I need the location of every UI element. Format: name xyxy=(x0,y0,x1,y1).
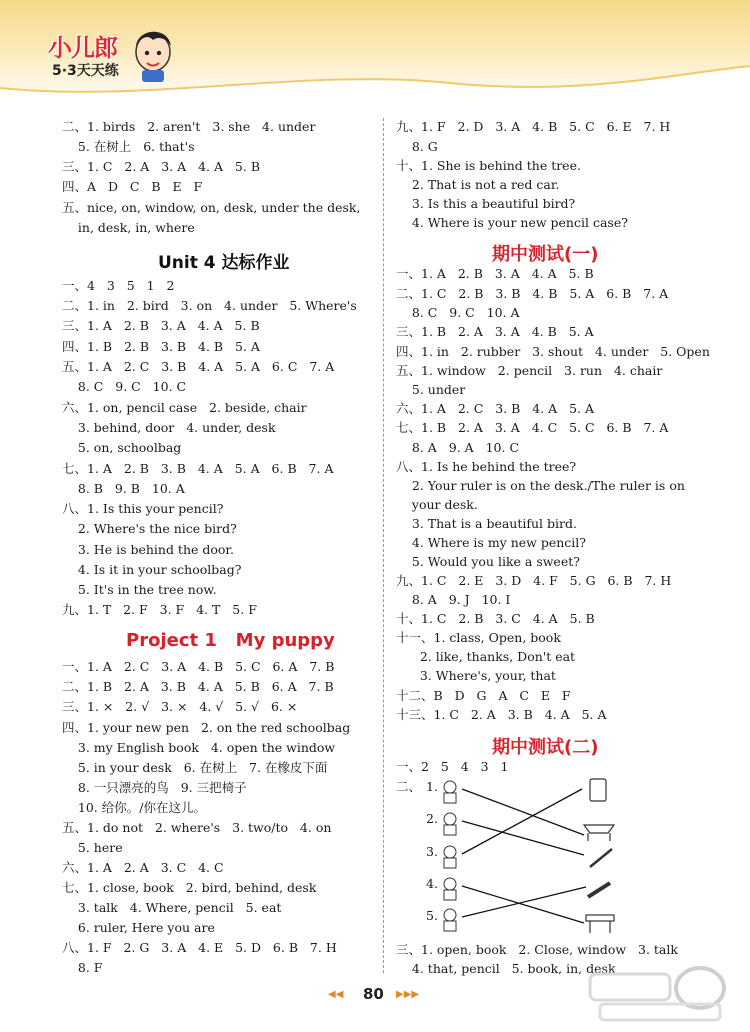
answer-line: 五、1. do not 2. where's 3. two/to 4. on xyxy=(62,820,332,835)
answer-line: 5. under xyxy=(396,382,466,397)
answer-line: 四、1. in 2. rubber 3. shout 4. under 5. Open xyxy=(396,344,710,359)
answer-line: 九、1. C 2. E 3. D 4. F 5. G 6. B 7. H xyxy=(396,573,672,588)
matching-drawing xyxy=(418,775,628,940)
answer-line: 2. Where's the nice bird? xyxy=(62,521,237,536)
section-heading-midterm2: 期中测试(二) xyxy=(492,737,599,758)
answer-line: 六、1. A 2. A 3. C 4. C xyxy=(62,860,224,875)
answer-line: 二、1. birds 2. aren't 3. she 4. under xyxy=(62,119,316,134)
answer-line: 三、1. × 2. √ 3. × 4. √ 5. √ 6. × xyxy=(62,699,298,714)
answer-line: 5. It's in the tree now. xyxy=(62,582,217,597)
answer-line: 六、1. A 2. C 3. B 4. A 5. A xyxy=(396,401,595,416)
answer-line: 3. Is this a beautiful bird? xyxy=(396,196,576,211)
next-arrows-icon: ▶▶▶ xyxy=(396,989,420,1000)
answer-line: 五、nice, on, window, on, desk, under the desk, xyxy=(62,200,361,215)
answer-line: 十一、1. class, Open, book xyxy=(396,630,561,645)
answer-line: 5. 在树上 6. that's xyxy=(62,139,195,154)
section-heading-unit4: Unit 4 达标作业 xyxy=(158,253,290,273)
mascot-boy-icon xyxy=(128,22,178,82)
answer-line: 十、1. C 2. B 3. C 4. A 5. B xyxy=(396,611,595,626)
answer-line: 8. B 9. B 10. A xyxy=(62,481,185,496)
section-heading-project1: Project 1 My puppy xyxy=(126,630,335,651)
logo-title: 小儿郎 xyxy=(48,34,117,62)
answer-line: 8. A 9. A 10. C xyxy=(396,440,520,455)
child-figure-icon xyxy=(444,781,456,931)
answer-line: 七、1. close, book 2. bird, behind, desk xyxy=(62,880,317,895)
answer-line: 2. Your ruler is on the desk./The ruler is on xyxy=(396,478,685,493)
page-number: 80 xyxy=(363,985,384,1003)
match-number: 2. xyxy=(426,811,438,826)
answer-line: 4. Where is my new pencil? xyxy=(396,535,586,550)
matching-lines xyxy=(462,789,586,923)
answer-line: 三、1. open, book 2. Close, window 3. talk xyxy=(396,942,678,957)
answer-line: 三、1. C 2. A 3. A 4. A 5. B xyxy=(62,159,261,174)
answer-line: 二、1. B 2. A 3. B 4. A 5. B 6. A 7. B xyxy=(62,679,334,694)
match-number: 3. xyxy=(426,844,438,859)
answer-line: 5. here xyxy=(62,840,123,855)
match-number: 4. xyxy=(426,876,438,891)
answer-line: 八、1. Is he behind the tree? xyxy=(396,459,577,474)
answer-line: 8. C 9. C 10. A xyxy=(396,305,520,320)
matching-exercise xyxy=(418,775,628,940)
answer-line: 四、1. your new pen 2. on the red schoolbag xyxy=(62,720,351,735)
answer-line: 十三、1. C 2. A 3. B 4. A 5. A xyxy=(396,707,607,722)
answer-line: 3. behind, door 4. under, desk xyxy=(62,420,276,435)
answer-line: 5. Would you like a sweet? xyxy=(396,554,580,569)
answer-line: 一、1. A 2. B 3. A 4. A 5. B xyxy=(396,266,594,281)
answer-line: 3. He is behind the door. xyxy=(62,542,234,557)
answer-line: 4. Is it in your schoolbag? xyxy=(62,562,242,577)
answer-line: 3. Where's, your, that xyxy=(396,668,556,683)
answer-line: 4. Where is your new pencil case? xyxy=(396,215,628,230)
prev-arrows-icon: ◀◀ xyxy=(328,989,344,1000)
answer-line: 8. 一只漂亮的鸟 9. 三把椅子 xyxy=(62,780,247,795)
column-divider xyxy=(383,118,384,973)
answer-line: 七、1. B 2. A 3. A 4. C 5. C 6. B 7. A xyxy=(396,420,669,435)
answer-line: 十、1. She is behind the tree. xyxy=(396,158,581,173)
answer-line: 三、1. A 2. B 3. A 4. A 5. B xyxy=(62,318,260,333)
page-footer xyxy=(312,985,442,1005)
answer-line: 三、1. B 2. A 3. A 4. B 5. A xyxy=(396,324,594,339)
answer-line: 四、1. B 2. B 3. B 4. B 5. A xyxy=(62,339,260,354)
answer-line: 九、1. T 2. F 3. F 4. T 5. F xyxy=(62,602,257,617)
answer-line: 二、1. in 2. bird 3. on 4. under 5. Where's xyxy=(62,298,357,313)
answer-line: 一、1. A 2. C 3. A 4. B 5. C 6. A 7. B xyxy=(62,659,335,674)
answer-line: 十二、B D G A C E F xyxy=(396,688,571,703)
answer-line: 10. 给你。/你在这儿。 xyxy=(62,800,206,815)
answer-line: 2. That is not a red car. xyxy=(396,177,560,192)
answer-line: 一、4 3 5 1 2 xyxy=(62,278,175,293)
answer-line: 8. G xyxy=(396,139,438,154)
matching-label: 二、 xyxy=(396,779,422,794)
match-number: 1. xyxy=(426,779,438,794)
answer-line: 8. A 9. J 10. I xyxy=(396,592,511,607)
answer-line: 八、1. Is this your pencil? xyxy=(62,501,224,516)
answer-line: 六、1. on, pencil case 2. beside, chair xyxy=(62,400,307,415)
section-heading-midterm1: 期中测试(一) xyxy=(492,244,599,265)
answer-line: 二、1. C 2. B 3. B 4. B 5. A 6. B 7. A xyxy=(396,286,669,301)
answer-line: 3. That is a beautiful bird. xyxy=(396,516,577,531)
answer-line: 4. that, pencil 5. book, in, desk xyxy=(396,961,616,976)
object-pictures-icon xyxy=(584,779,614,933)
watermark-stamp-icon xyxy=(580,960,740,1026)
answer-line: 九、1. F 2. D 3. A 4. B 5. C 6. E 7. H xyxy=(396,119,671,134)
answer-line: 5. in your desk 6. 在树上 7. 在橡皮下面 xyxy=(62,760,328,775)
answer-line: 五、1. window 2. pencil 3. run 4. chair xyxy=(396,363,663,378)
answer-line: 3. my English book 4. open the window xyxy=(62,740,336,755)
answer-line: 八、1. F 2. G 3. A 4. E 5. D 6. B 7. H xyxy=(62,940,337,955)
answer-line: your desk. xyxy=(396,497,478,512)
answer-line: 6. ruler, Here you are xyxy=(62,920,215,935)
answer-line: 5. on, schoolbag xyxy=(62,440,182,455)
answer-line: 3. talk 4. Where, pencil 5. eat xyxy=(62,900,282,915)
answer-line: 8. F xyxy=(62,960,103,975)
answer-line: 五、1. A 2. C 3. B 4. A 5. A 6. C 7. A xyxy=(62,359,335,374)
answer-line: 一、2 5 4 3 1 xyxy=(396,759,509,774)
logo-subtitle: 5·3天天练 xyxy=(52,63,119,79)
answer-line: 8. C 9. C 10. C xyxy=(62,379,187,394)
match-number: 5. xyxy=(426,908,438,923)
answer-line: 四、A D C B E F xyxy=(62,179,203,194)
answer-line: 七、1. A 2. B 3. B 4. A 5. A 6. B 7. A xyxy=(62,461,334,476)
answer-line: in, desk, in, where xyxy=(62,220,195,235)
answer-line: 2. like, thanks, Don't eat xyxy=(396,649,576,664)
